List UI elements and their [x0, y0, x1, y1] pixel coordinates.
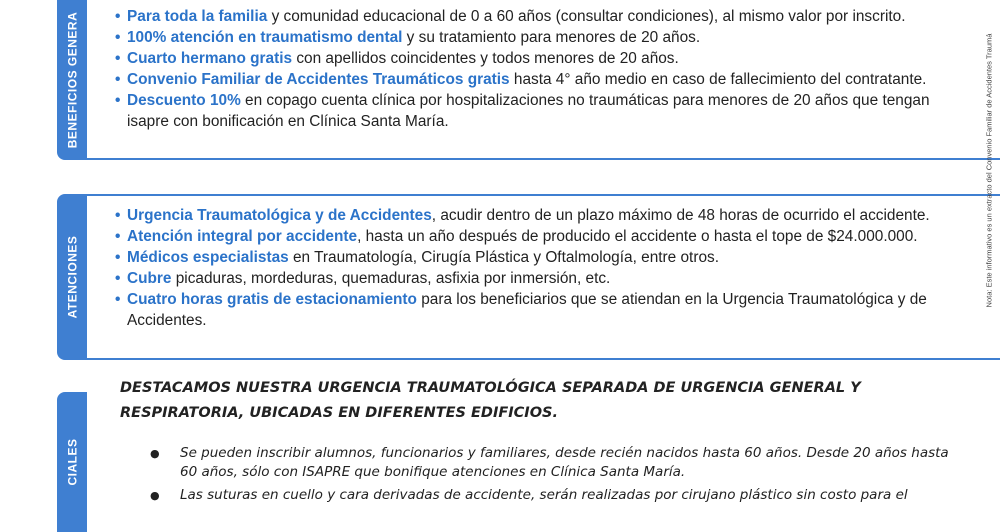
atencion-item	[115, 268, 975, 289]
beneficio-item-text: en copago cuenta clínica por hospitalizaciones no traumáticas para menores de 20 años que tengan isapre con bonificación en Clínica Santa María.	[127, 92, 930, 130]
atencion-item	[115, 247, 975, 268]
atenciones-side-label: ATENCIONES	[57, 194, 87, 360]
atenciones-list	[115, 205, 975, 331]
atencion-item-title: Cuatro horas gratis de estacionamiento	[127, 291, 417, 308]
beneficio-item-text: y comunidad educacional de 0 a 60 años (consultar condiciones), al mismo valor por inscrito.	[267, 8, 906, 25]
especiales-notes	[150, 444, 965, 509]
beneficios-list	[115, 6, 975, 132]
beneficio-item	[115, 27, 975, 48]
beneficio-item	[115, 69, 975, 90]
note-item: ● Se pueden inscribir alumnos, funcionarios y familiares, desde recién nacidos hasta 60 años. Desde 20 años hasta 60 años, sólo con ISAPRE que bonifique atenciones en Clínica Santa María.	[150, 444, 965, 482]
atencion-item	[115, 226, 975, 247]
side-legal-note: Nota: Este informativo es un extracto del Convenio Familiar de Accidentes Traumá	[984, 33, 994, 307]
atencion-item-text: para los beneficiarios que se atiendan en la Urgencia Traumatológica y de Accidentes.	[127, 291, 927, 329]
atencion-item-title: Urgencia Traumatológica y de Accidentes	[127, 207, 432, 224]
beneficio-item-title: Convenio Familiar de Accidentes Traumáticos gratis	[127, 71, 510, 88]
atencion-item-title: Médicos especialistas	[127, 249, 289, 266]
beneficio-item-title: Cuarto hermano gratis	[127, 50, 293, 67]
atencion-item-text: picaduras, mordeduras, quemaduras, asfixia por inmersión, etc.	[171, 270, 611, 287]
beneficio-item-text: con apellidos coincidentes y todos menores de 20 años.	[292, 50, 679, 67]
especiales-side-label: CIALES	[57, 392, 87, 532]
atencion-item	[115, 205, 975, 226]
beneficio-item-text: y su tratamiento para menores de 20 años.	[402, 29, 701, 46]
atencion-item-text: , hasta un año después de producido el accidente o hasta el tope de $24.000.000.	[357, 228, 918, 245]
atencion-item-title: Cubre	[127, 270, 172, 287]
atencion-item-title: Atención integral por accidente	[127, 228, 358, 245]
beneficio-item	[115, 48, 975, 69]
atencion-item	[115, 289, 975, 331]
beneficio-item-title: 100% atención en traumatismo dental	[127, 29, 403, 46]
highlight-statement: DESTACAMOS NUESTRA URGENCIA TRAUMATOLÓGICA SEPARADA DE URGENCIA GENERAL Y RESPIRATORIA, UBICADAS EN DIFERENTES EDIFICIOS.	[120, 380, 861, 421]
beneficio-item-title: Descuento 10%	[127, 92, 241, 109]
note-item: ● Las suturas en cuello y cara derivadas de accidente, serán realizadas por cirujano plástico sin costo para el	[150, 486, 965, 505]
atencion-item-text: , acudir dentro de un plazo máximo de 48 horas de ocurrido el accidente.	[431, 207, 930, 224]
beneficio-item-title: Para toda la familia	[127, 8, 268, 25]
beneficios-side-label: BENEFICIOS GENERA	[57, 0, 87, 160]
atencion-item-text: en Traumatología, Cirugía Plástica y Oftalmología, entre otros.	[288, 249, 719, 266]
beneficio-item	[115, 6, 975, 27]
beneficio-item-text: hasta 4° año medio en caso de fallecimiento del contratante.	[509, 71, 927, 88]
beneficio-item	[115, 90, 975, 132]
